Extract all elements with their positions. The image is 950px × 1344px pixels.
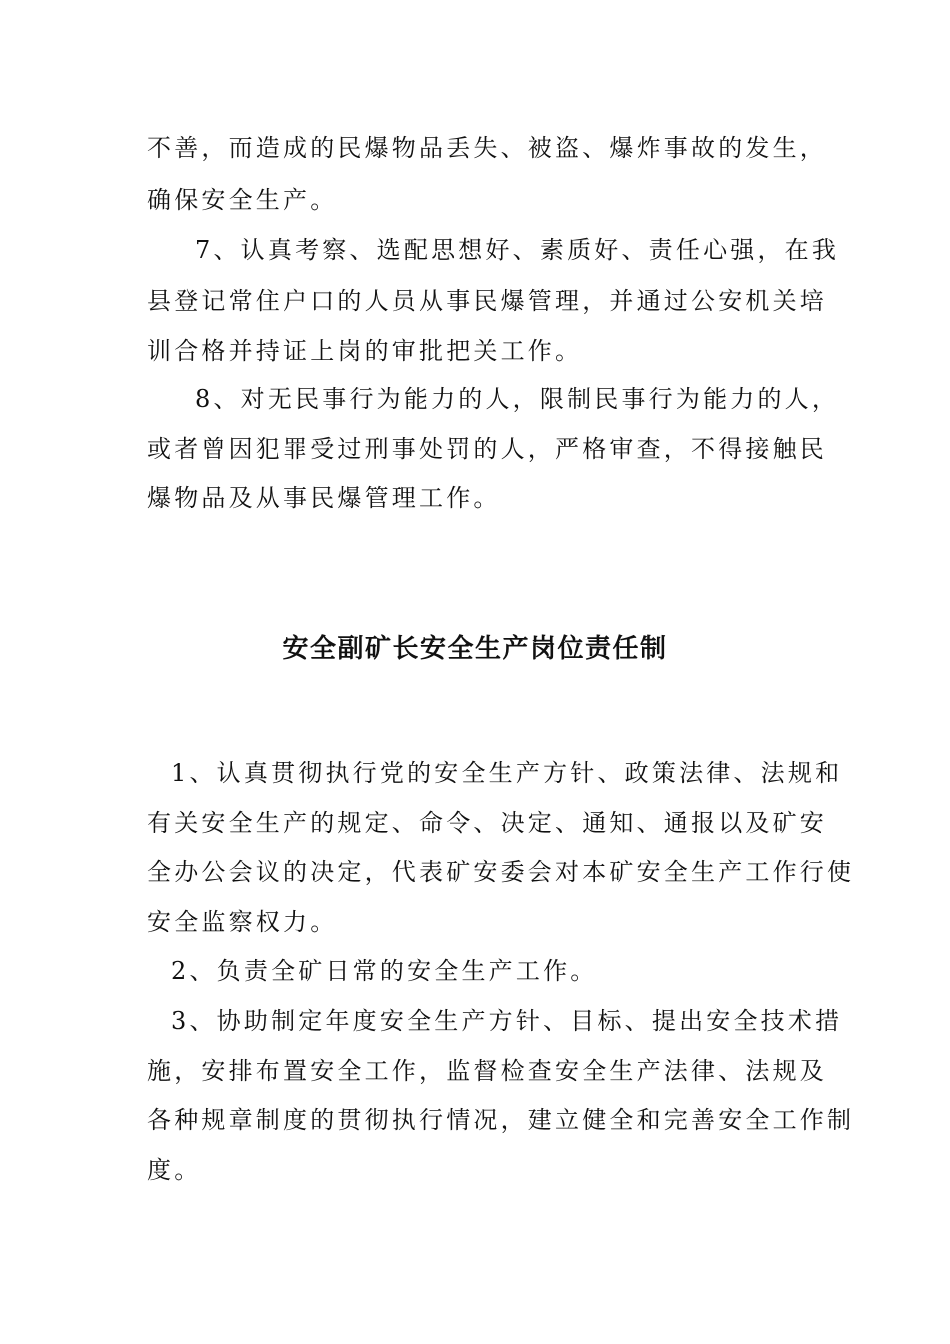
paragraph-line: 确保安全生产。 [147,186,338,214]
paragraph-line: 安全监察权力。 [147,908,338,936]
paragraph-line: 各种规章制度的贯彻执行情况，建立健全和完善安全工作制 [147,1106,855,1134]
section-title: 安全副矿长安全生产岗位责任制 [282,634,668,664]
paragraph-line: 3、协助制定年度安全生产方针、目标、提出安全技术措 [171,1007,843,1035]
paragraph-line: 爆物品及从事民爆管理工作。 [147,484,501,512]
paragraph-line: 全办公会议的决定，代表矿安委会对本矿安全生产工作行使 [147,858,855,886]
paragraph-line: 8、对无民事行为能力的人，限制民事行为能力的人， [195,385,840,413]
paragraph-line: 有关安全生产的规定、命令、决定、通知、通报以及矿安 [147,809,827,837]
paragraph-line: 度。 [147,1156,202,1184]
paragraph-line: 2、负责全矿日常的安全生产工作。 [171,957,598,985]
paragraph-line: 训合格并持证上岗的审批把关工作。 [147,337,583,365]
paragraph-line: 县登记常住户口的人员从事民爆管理，并通过公安机关培 [147,287,827,315]
paragraph-line: 7、认真考察、选配思想好、素质好、责任心强，在我 [195,236,840,264]
paragraph-line: 施，安排布置安全工作，监督检查安全生产法律、法规及 [147,1057,827,1085]
paragraph-line: 或者曾因犯罪受过刑事处罚的人，严格审查，不得接触民 [147,435,827,463]
paragraph-line: 不善，而造成的民爆物品丢失、被盗、爆炸事故的发生， [147,134,827,162]
paragraph-line: 1、认真贯彻执行党的安全生产方针、政策法律、法规和 [171,759,843,787]
